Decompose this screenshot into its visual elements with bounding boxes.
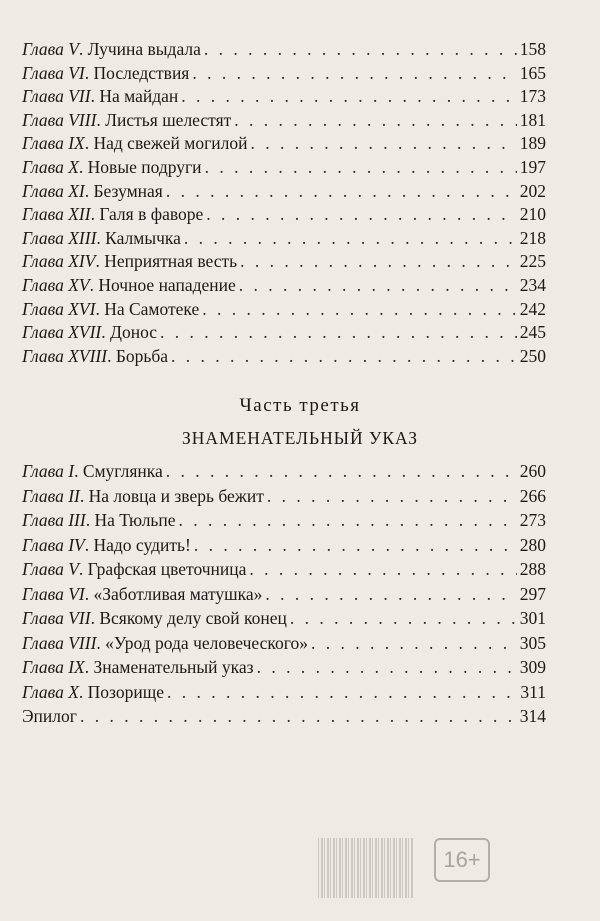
chapter-number: Глава IX (22, 657, 85, 677)
chapter-number: Глава XV (22, 274, 90, 295)
toc-entry: Глава XVI . На Самотеке . . . 242 (22, 298, 546, 322)
page-number: 197 (519, 156, 546, 177)
dot-leader (234, 109, 516, 133)
dot-leader (206, 203, 517, 227)
page-number: 165 (519, 62, 546, 83)
toc-entry: Глава VIII . Листья шелестят . . . 181 (22, 109, 546, 133)
chapter-number: Глава XII (22, 204, 91, 225)
chapter-title: На Тюльпе (94, 510, 176, 530)
toc-part-three (22, 459, 546, 729)
chapter-number: Глава VIII (22, 109, 97, 130)
toc-entry: Глава VII . На майдан . . . 173 (22, 85, 546, 109)
epilogue-title: Эпилог (22, 706, 77, 726)
page-number: 280 (519, 534, 546, 555)
toc-entry: Глава III . На Тюльпе . . . 273 (22, 508, 546, 533)
chapter-title: Калмычка (105, 227, 181, 248)
page-number: 173 (519, 86, 546, 107)
toc-entry: Глава I . Смуглянка . . . 260 (22, 459, 546, 484)
toc-entry: Глава XII . Галя в фаворе . . . 210 (22, 203, 546, 227)
toc-entry: Глава VII . Всякому делу свой конец . . . 301 (22, 606, 546, 631)
toc-entry: Глава XIV . Неприятная весть . . . 225 (22, 250, 546, 274)
chapter-title: Всякому делу свой конец (99, 608, 287, 628)
chapter-title: Листья шелестят (105, 109, 232, 130)
toc-entry: Глава XIII . Калмычка . . . 218 (22, 227, 546, 251)
toc-entry: Глава XVIII . Борьба . . . 250 (22, 345, 546, 369)
toc-entry: Глава IV . Надо судить! . . . 280 (22, 533, 546, 558)
chapter-number: Глава IX (22, 133, 85, 154)
page-number: 218 (519, 227, 546, 248)
page-number: 309 (519, 657, 546, 677)
page-number: 202 (519, 180, 546, 201)
chapter-number: Глава XIII (22, 227, 97, 248)
chapter-number: Глава XI (22, 180, 85, 201)
chapter-number: Глава IV (22, 534, 85, 555)
chapter-title: Безумная (93, 180, 163, 201)
chapter-title: «Заботливая матушка» (93, 583, 263, 604)
chapter-number: Глава XVIII (22, 345, 108, 366)
toc-entry: Глава X . Новые подруги . . . 197 (22, 156, 546, 180)
chapter-number: Глава XVII (22, 322, 102, 343)
age-rating-badge: 16+ (434, 838, 490, 882)
dot-leader (240, 250, 517, 274)
dot-leader (205, 156, 517, 180)
chapter-title: Неприятная весть (104, 251, 238, 272)
page-number: 297 (519, 583, 546, 604)
chapter-number: Глава XIV (22, 251, 96, 272)
dot-leader (265, 582, 516, 607)
dot-leader (184, 227, 517, 251)
toc-entry-epilogue (22, 704, 546, 729)
chapter-number: Глава V (22, 559, 79, 579)
dot-leader (160, 321, 517, 345)
chapter-number: Глава VII (22, 608, 91, 628)
dot-leader (202, 298, 517, 322)
toc-entry: Глава XV . Ночное нападение . . . 234 (22, 274, 546, 298)
toc-entry: Глава XVII . Донос . . . 245 (22, 321, 546, 345)
page-number: 260 (519, 461, 546, 481)
dot-leader (167, 680, 517, 705)
chapter-title: Графская цветочница (87, 559, 247, 579)
page-number: 301 (519, 608, 546, 628)
chapter-number: Глава V (22, 39, 79, 59)
toc-entry: Глава XI . Безумная . . . 202 (22, 180, 546, 204)
toc-entry: Глава VIII . «Урод рода человеческого» . . . 305 (22, 631, 546, 656)
toc-entry: Глава V . Графская цветочница . . . 288 (22, 557, 546, 582)
chapter-title: На Самотеке (104, 298, 200, 319)
page-number: 245 (519, 322, 546, 343)
page-number: 158 (519, 39, 546, 59)
chapter-number: Глава VI (22, 62, 85, 83)
barcode-show-through (318, 838, 414, 898)
page-number: 234 (519, 274, 546, 295)
chapter-title: Борьба (115, 345, 169, 366)
page-number: 189 (519, 133, 546, 154)
dot-leader (239, 274, 517, 298)
toc-entry: Глава X . Позорище . . . 311 (22, 680, 546, 705)
dot-leader (181, 85, 517, 109)
chapter-title: «Урод рода человеческого» (105, 632, 308, 653)
chapter-title: На майдан (99, 86, 179, 107)
chapter-number: Глава X (22, 681, 79, 702)
dot-leader (192, 62, 516, 86)
page-number: 181 (519, 109, 546, 130)
chapter-number: Глава XVI (22, 298, 96, 319)
chapter-number: Глава X (22, 156, 79, 177)
chapter-title: Донос (110, 322, 158, 343)
chapter-number: Глава VI (22, 583, 85, 604)
toc-entry: Глава V . Лучина выдала . . . 158 (22, 38, 546, 62)
toc-entry: Глава IX . Над свежей могилой . . . 189 (22, 132, 546, 156)
dot-leader (250, 132, 516, 156)
chapter-title: Надо судить! (93, 534, 191, 555)
toc-part-two (22, 38, 546, 368)
dot-leader (179, 508, 517, 533)
chapter-title: На ловца и зверь бежит (88, 485, 264, 506)
chapter-title: Лучина выдала (87, 39, 201, 59)
chapter-title: Смуглянка (82, 461, 163, 481)
dot-leader (257, 655, 517, 680)
chapter-title: Позорище (87, 681, 164, 702)
chapter-title: Галя в фаворе (99, 204, 204, 225)
toc-entry: Глава VI . «Заботливая матушка» . . . 297 (22, 582, 546, 607)
dot-leader (166, 180, 517, 204)
page-number: 225 (519, 251, 546, 272)
chapter-title: Последствия (93, 62, 190, 83)
chapter-title: Новые подруги (87, 156, 202, 177)
part-title: ЗНАМЕНАТЕЛЬНЫЙ УКАЗ (181, 428, 419, 448)
page-number: 250 (519, 345, 546, 366)
page-number: 311 (520, 681, 546, 702)
page-number: 266 (519, 485, 546, 506)
chapter-number: Глава VII (22, 86, 91, 107)
dot-leader (290, 606, 517, 631)
page-number: 314 (519, 706, 546, 726)
page-number: 288 (519, 559, 546, 579)
chapter-number: Глава III (22, 510, 86, 530)
chapter-title: Над свежей могилой (93, 133, 248, 154)
page-number: 210 (519, 204, 546, 225)
dot-leader (171, 345, 517, 369)
page-number: 305 (519, 632, 546, 653)
part-heading: Часть третья (239, 395, 361, 416)
page-number: 242 (519, 298, 546, 319)
dot-leader (267, 484, 517, 509)
dot-leader (80, 704, 517, 729)
toc-entry: Глава IX . Знаменательный указ . . . 309 (22, 655, 546, 680)
dot-leader (311, 631, 517, 656)
chapter-title: Знаменательный указ (93, 657, 254, 677)
dot-leader (194, 533, 517, 558)
chapter-number: Глава II (22, 485, 80, 506)
toc-entry: Глава VI . Последствия . . . 165 (22, 62, 546, 86)
chapter-number: Глава VIII (22, 632, 97, 653)
chapter-number: Глава I (22, 461, 75, 481)
toc-entry: Глава II . На ловца и зверь бежит . . . 266 (22, 484, 546, 509)
dot-leader (204, 38, 517, 62)
chapter-title: Ночное нападение (98, 274, 236, 295)
dot-leader (249, 557, 516, 582)
page-number: 273 (519, 510, 546, 530)
dot-leader (166, 459, 517, 484)
